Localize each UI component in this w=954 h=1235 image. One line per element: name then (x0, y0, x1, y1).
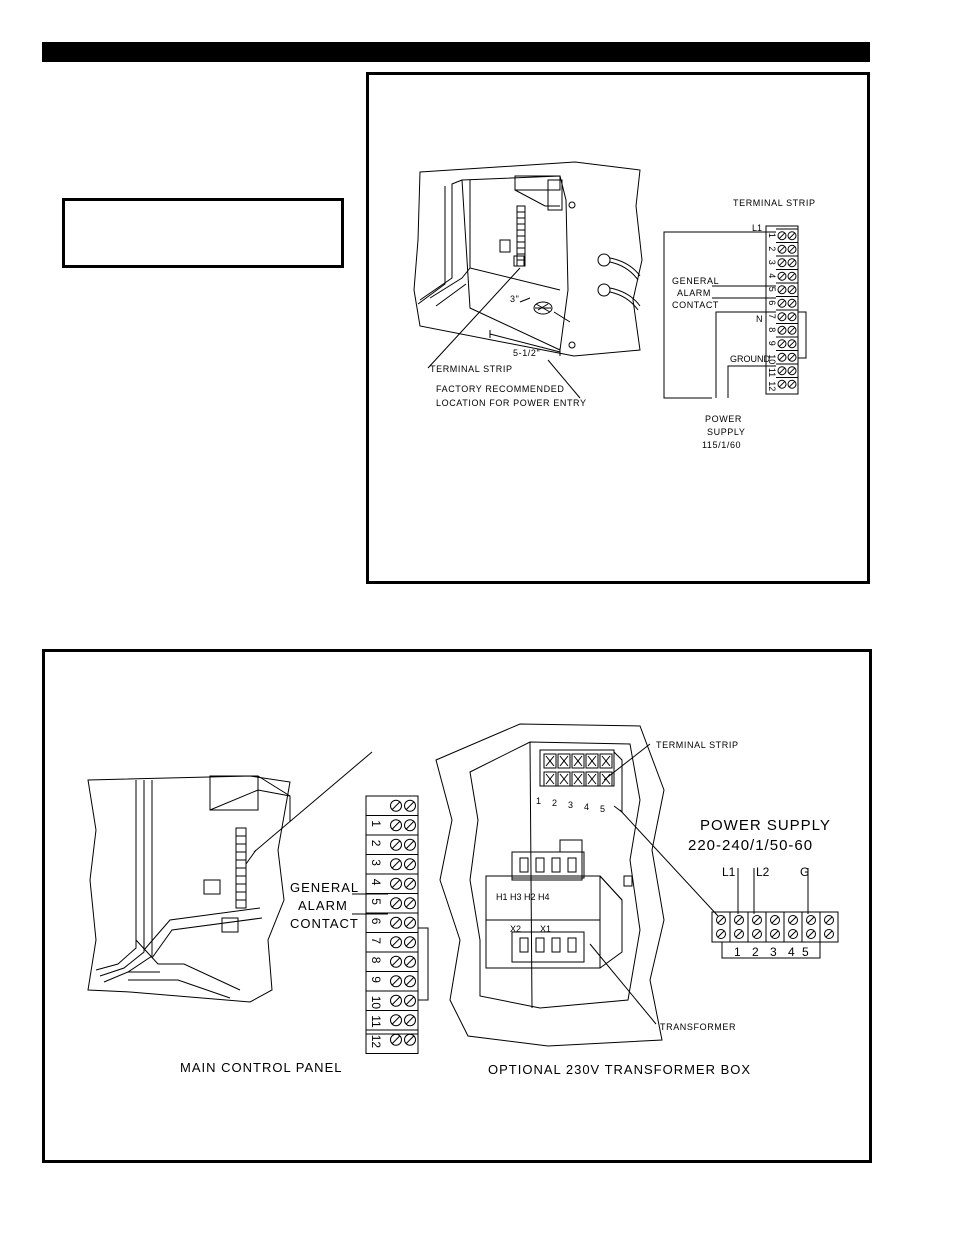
top-terminal-number: 4 (767, 273, 777, 279)
ps-screw-a (807, 916, 816, 925)
bottom-terminal-strip-label: TERMINAL STRIP (656, 740, 739, 750)
bottom-terminal-number: 11 (369, 1015, 383, 1028)
ps-num-1: 1 (734, 945, 741, 959)
top-screw-b (788, 313, 796, 321)
top-terminal-strip (766, 226, 798, 394)
bottom-alarm-line-2: ALARM (298, 898, 348, 913)
ps-num-3: 3 (770, 945, 777, 959)
top-screw-a (778, 299, 786, 307)
top-power-line-2: SUPPLY (707, 427, 746, 437)
top-screw-a (778, 353, 786, 361)
ps-screw-a (825, 916, 834, 925)
top-screw-b (788, 259, 796, 267)
bottom-screw-a (391, 1034, 402, 1045)
power-supply-title: POWER SUPPLY (700, 817, 831, 834)
small-strip-num-2: 2 (552, 798, 558, 808)
top-screw-b (788, 286, 796, 294)
bottom-screw-b (405, 1034, 416, 1045)
bottom-terminal-number: 4 (369, 878, 383, 886)
top-screw-a (778, 245, 786, 253)
transformer-x1: X1 (540, 924, 552, 934)
bottom-alarm-line-3: CONTACT (290, 916, 359, 931)
top-jumper-bracket (798, 312, 806, 358)
bottom-screw-b (405, 917, 416, 928)
bottom-terminal-number: 9 (369, 976, 383, 983)
ps-screw-b (807, 930, 816, 939)
bottom-terminal-number: 3 (369, 859, 383, 866)
ps-screw-a (717, 916, 726, 925)
bottom-screw-a (391, 820, 402, 831)
bottom-terminal-number: 12 (369, 1034, 383, 1049)
bottom-screw-a (391, 937, 402, 948)
top-terminal-number: 1 (767, 232, 777, 238)
bottom-terminal-strip (366, 796, 418, 1054)
top-ground-label: GROUND (730, 354, 770, 364)
bottom-terminal-number: 5 (369, 898, 383, 905)
main-control-panel-drawing (88, 752, 372, 1002)
small-strip-num-5: 5 (600, 804, 606, 814)
ps-num-2: 2 (752, 945, 759, 959)
bottom-screw-b (405, 995, 416, 1006)
bottom-screw-a (391, 995, 402, 1006)
bottom-screw-b (405, 976, 416, 987)
top-terminal-number: 8 (767, 327, 777, 333)
ps-screw-b (717, 930, 726, 939)
top-power-line-3: 115/1/60 (702, 440, 742, 450)
bottom-terminal-number: 1 (369, 820, 383, 827)
bottom-screw-a (391, 976, 402, 987)
bottom-screw-a (391, 898, 402, 909)
top-screw-a (778, 340, 786, 348)
top-screw-b (788, 245, 796, 253)
top-screw-b (788, 340, 796, 348)
panel-terminal-strip-label: TERMINAL STRIP (430, 364, 513, 374)
dim-3-label: 3" (510, 294, 520, 304)
ps-screw-b (753, 930, 762, 939)
bottom-terminal-number: 6 (369, 917, 383, 925)
top-power-line-1: POWER (705, 414, 743, 424)
top-alarm-line-3: CONTACT (672, 300, 720, 310)
transformer-label: TRANSFORMER (660, 1022, 737, 1032)
transformer-box-drawing (436, 724, 718, 1046)
ps-screw-a (789, 916, 798, 925)
top-screw-a (778, 232, 786, 240)
ps-num-5: 5 (802, 945, 809, 959)
ps-screw-b (771, 930, 780, 939)
bottom-screw-b (405, 878, 416, 889)
top-screw-b (788, 367, 796, 375)
ps-num-4: 4 (788, 945, 795, 959)
ps-wires (738, 868, 808, 914)
bottom-screw-a (391, 956, 402, 967)
bottom-screw-b (405, 937, 416, 948)
top-screw-b (788, 353, 796, 361)
ps-l2-label: L2 (756, 865, 770, 879)
top-terminal-strip-label: TERMINAL STRIP (733, 198, 816, 208)
top-screw-b (788, 326, 796, 334)
top-terminal-number: 9 (767, 340, 777, 346)
top-terminal-number: 10 (767, 354, 777, 365)
transformer-x2: X2 (510, 924, 522, 934)
bottom-screw-a (391, 917, 402, 928)
bottom-alarm-line-1: GENERAL (290, 880, 360, 895)
bottom-screw-a (391, 878, 402, 889)
top-alarm-line-1: GENERAL (672, 276, 720, 286)
bottom-terminal-number: 7 (369, 937, 383, 944)
bottom-screw-b (405, 956, 416, 967)
bottom-jumper-bracket (418, 928, 428, 1000)
optional-box-label: OPTIONAL 230V TRANSFORMER BOX (488, 1062, 752, 1077)
bottom-terminal-number: 10 (369, 995, 383, 1010)
top-alarm-line-2: ALARM (677, 288, 712, 298)
top-screw-a (778, 326, 786, 334)
top-terminal-number: 7 (767, 313, 777, 319)
bottom-screw-b (405, 839, 416, 850)
ps-screw-a (771, 916, 780, 925)
bottom-screw-b (405, 820, 416, 831)
ps-screw-a (735, 916, 744, 925)
ps-screw-b (789, 930, 798, 939)
small-strip-num-4: 4 (584, 802, 590, 812)
top-terminal-number: 5 (767, 286, 777, 292)
top-screw-a (778, 367, 786, 375)
ps-screw-b (735, 930, 744, 939)
top-terminal-number: 11 (767, 367, 777, 378)
power-supply-rating: 220-240/1/50-60 (688, 837, 814, 854)
main-control-panel-label: MAIN CONTROL PANEL (180, 1060, 343, 1075)
factory-recommended-line-1: FACTORY RECOMMENDED (436, 384, 565, 394)
bottom-screw-b (405, 898, 416, 909)
bottom-screw-b (405, 800, 416, 811)
top-screw-b (788, 232, 796, 240)
top-terminal-number: 6 (767, 300, 777, 306)
top-terminal-number: 3 (767, 259, 777, 265)
top-screw-b (788, 299, 796, 307)
top-n-label: N (756, 314, 763, 324)
bottom-screw-a (391, 800, 402, 811)
dim-5-half-label: 5-1/2" (513, 348, 541, 358)
small-strip-num-3: 3 (568, 800, 574, 810)
transformer-top-codes: H1 H3 H2 H4 (496, 892, 550, 902)
bottom-terminal-number: 2 (369, 839, 383, 847)
top-screw-a (778, 380, 786, 388)
ps-screw-a (753, 916, 762, 925)
bottom-terminal-number: 8 (369, 956, 383, 964)
top-screw-a (778, 272, 786, 280)
small-strip-num-1: 1 (536, 796, 542, 806)
top-screw-a (778, 313, 786, 321)
bottom-screw-b (405, 859, 416, 870)
bottom-leader-line (254, 752, 372, 852)
top-screw-b (788, 272, 796, 280)
ps-l1-label: L1 (722, 865, 736, 879)
top-screw-a (778, 286, 786, 294)
top-terminal-number: 2 (767, 246, 777, 252)
factory-recommended-line-2: LOCATION FOR POWER ENTRY (436, 398, 587, 408)
bottom-screw-a (391, 839, 402, 850)
bottom-screw-a (391, 1015, 402, 1026)
bottom-screw-a (391, 859, 402, 870)
top-screw-b (788, 380, 796, 388)
bottom-screw-b (405, 1015, 416, 1026)
top-terminal-number: 12 (767, 381, 777, 392)
top-screw-a (778, 259, 786, 267)
top-l1-label: L1 (752, 223, 763, 233)
ps-screw-b (825, 930, 834, 939)
ps-g-label: G (800, 865, 810, 879)
top-panel-drawing (414, 162, 642, 398)
